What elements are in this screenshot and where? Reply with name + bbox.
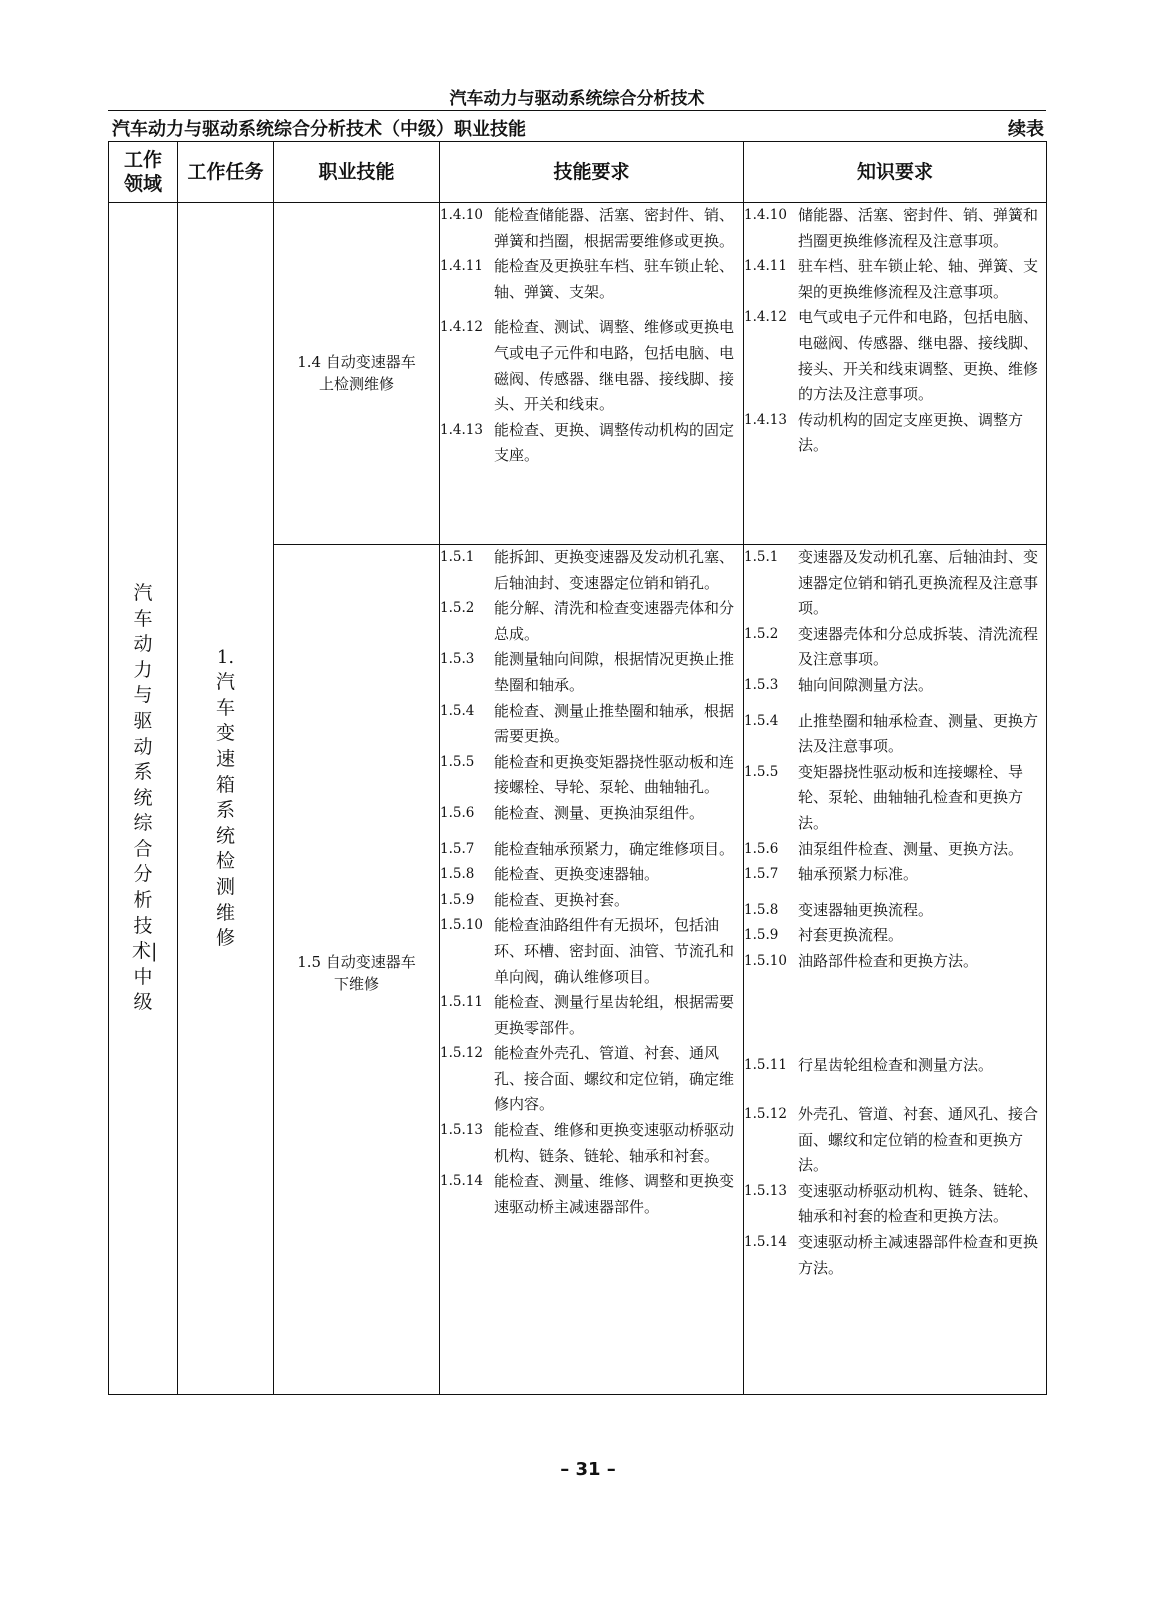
list-item: 1.5.4 能检查、测量止推垫圈和轴承，根据需要更换。 [440, 701, 735, 746]
work-area-text: 汽车动力与驱动系统综合分析技术|中级 [132, 581, 158, 1014]
skill-requirements-cell [440, 545, 744, 1395]
page-number: – 31 – [560, 1459, 616, 1480]
list-item: 1.5.5 能检查和更换变矩器挠性驱动板和连接螺栓、导轮、泵轮、曲轴轴孔。 [440, 752, 735, 797]
table-title: 汽车动力与驱动系统综合分析技术（中级）职业技能 [112, 119, 526, 140]
table-title-bar [108, 115, 1046, 141]
header-rule [108, 110, 1046, 111]
skill-name-line: 下维修 [333, 975, 379, 993]
list-item: 1.5.14 能检查、测量、维修、调整和更换变速驱动桥主减速器部件。 [440, 1172, 735, 1216]
list-item: 1.4.11 驻车档、驻车锁止轮、轴、弹簧、支架的更换维修流程及注意事项。 [744, 257, 1039, 301]
list-item: 1.4.13 能检查、更换、调整传动机构的固定支座。 [440, 420, 735, 465]
list-item: 1.5.4 止推垫圈和轴承检查、测量、更换方法及注意事项。 [744, 711, 1039, 756]
list-item: 1.5.2 能分解、清洗和检查变速器壳体和分总成。 [440, 599, 735, 643]
skill-cell [274, 203, 440, 545]
list-item: 1.4.11 能检查及更换驻车档、驻车锁止轮、轴、弹簧、支架。 [440, 257, 735, 301]
list-item: 1.5.8 能检查、更换变速器轴。 [440, 865, 660, 884]
list-item: 1.5.1 变速器及发动机孔塞、后轴油封、变速器定位销和销孔更换流程及注意事项。 [744, 548, 1039, 618]
list-item: 1.5.10 油路部件检查和更换方法。 [744, 951, 979, 970]
list-item: 1.5.6 能检查、测量、更换油泵组件。 [440, 803, 705, 822]
list-item: 1.5.3 轴向间隙测量方法。 [744, 675, 934, 694]
work-task-number: 1. [216, 647, 235, 669]
list-item: 1.5.11 行星齿轮组检查和测量方法。 [744, 1055, 994, 1074]
list-item: 1.5.11 能检查、测量行星齿轮组，根据需要更换零部件。 [440, 993, 735, 1037]
col-header-work-area: 工作领域 [109, 142, 178, 203]
running-head: 汽车动力与驱动系统综合分析技术 [449, 89, 705, 109]
list-item: 1.5.2 变速器壳体和分总成拆装、清洗流程及注意事项。 [744, 624, 1039, 669]
list-item: 1.5.7 能检查轴承预紧力，确定维修项目。 [440, 839, 735, 858]
list-item: 1.5.12 能检查外壳孔、管道、衬套、通风孔、接合面、螺纹和定位销，确定维修内容。 [440, 1044, 735, 1114]
list-item: 1.5.13 能检查、维修和更换变速驱动桥驱动机构、链条、链轮、轴承和衬套。 [440, 1121, 735, 1165]
list-item: 1.5.8 变速器轴更换流程。 [744, 900, 934, 919]
list-item: 1.5.12 外壳孔、管道、衬套、通风孔、接合面、螺纹和定位销的检查和更换方法。 [744, 1105, 1039, 1175]
list-item: 1.5.9 能检查、更换衬套。 [440, 890, 630, 909]
list-item: 1.5.5 变矩器挠性驱动板和连接螺栓、导轮、泵轮、曲轴轴孔检查和更换方法。 [744, 762, 1024, 832]
table-row [109, 203, 1047, 545]
list-item: 1.4.12 能检查、测试、调整、维修或更换电气或电子元件和电路，包括电脑、电磁阀、传感器、继电器、接线脚、接头、开关和线束。 [440, 318, 735, 414]
skill-name-line: 上检测维修 [318, 375, 394, 393]
knowledge-requirements-cell [744, 203, 1047, 545]
list-item: 1.4.13 传动机构的固定支座更换、调整方法。 [744, 410, 1024, 455]
list-item: 1.5.6 油泵组件检查、测量、更换方法。 [744, 839, 1024, 858]
list-item: 1.4.10 能检查储能器、活塞、密封件、销、弹簧和挡圈，根据需要维修或更换。 [440, 206, 735, 250]
col-header-skill-requirements: 技能要求 [440, 142, 744, 203]
knowledge-requirements-cell [744, 545, 1047, 1395]
list-item: 1.5.10 能检查油路组件有无损坏，包括油环、环槽、密封面、油管、节流孔和单向阀，确认维修项目。 [440, 916, 735, 986]
list-item: 1.5.14 变速驱动桥主减速器部件检查和更换方法。 [744, 1233, 1039, 1277]
skill-name-line: 1.5 自动变速器车 [297, 953, 416, 971]
col-header-knowledge-requirements: 知识要求 [744, 142, 1047, 203]
list-item: 1.5.1 能拆卸、更换变速器及发动机孔塞、后轴油封、变速器定位销和销孔。 [440, 548, 735, 592]
skill-requirements-cell [440, 203, 744, 545]
list-item: 1.4.12 电气或电子元件和电路，包括电脑、电磁阀、传感器、继电器、接线脚、接头、开关和线束调整、更换、维修的方法及注意事项。 [744, 308, 1039, 404]
work-task-cell [178, 203, 274, 1395]
skill-name-line: 1.4 自动变速器车 [297, 353, 416, 371]
col-header-work-task: 工作任务 [178, 142, 274, 203]
list-item: 1.4.10 储能器、活塞、密封件、销、弹簧和挡圈更换维修流程及注意事项。 [744, 206, 1039, 250]
work-task-text: 汽车变速箱系统检测维修 [215, 671, 235, 950]
skill-cell [274, 545, 440, 1395]
col-header-skill: 职业技能 [274, 142, 440, 203]
list-item: 1.5.3 能测量轴向间隙，根据情况更换止推垫圈和轴承。 [440, 650, 735, 694]
skills-table [108, 141, 1047, 1395]
list-item: 1.5.13 变速驱动桥驱动机构、链条、链轮、轴承和衬套的检查和更换方法。 [744, 1181, 1039, 1226]
list-item: 1.5.9 衬套更换流程。 [744, 926, 904, 945]
work-area-cell [109, 203, 178, 1395]
list-item: 1.5.7 轴承预紧力标准。 [744, 865, 919, 884]
continued-label: 续表 [1008, 119, 1044, 140]
